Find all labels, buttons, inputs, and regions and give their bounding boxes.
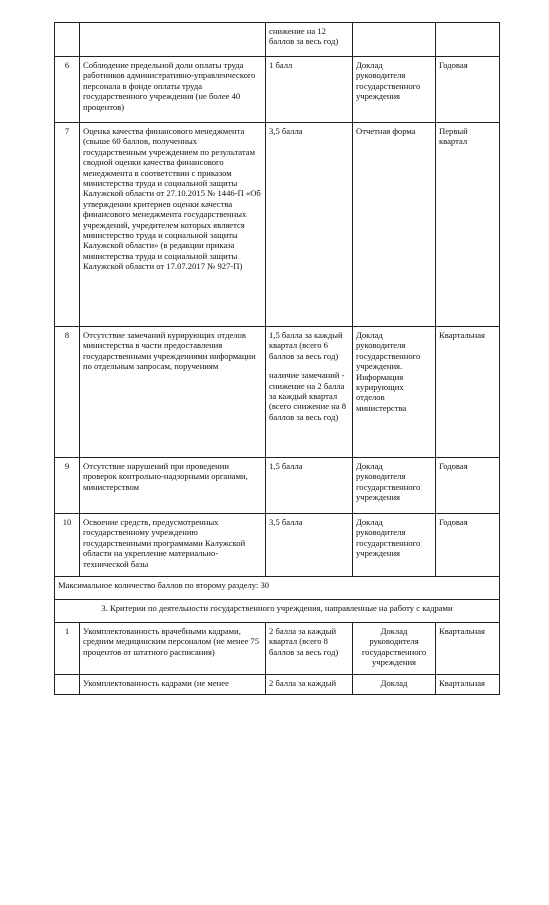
period-text: Квартальная: [436, 623, 500, 675]
points-paragraph: снижение на 12 баллов за весь год): [269, 26, 339, 47]
points-text: [266, 327, 353, 458]
row-number: 8: [55, 327, 80, 458]
points-paragraph: 1 балл: [269, 60, 293, 70]
row-number: 6: [55, 57, 80, 123]
period-text: Годовая: [436, 57, 500, 123]
section-total-text: Максимальное количество баллов по второму разделу: 30: [55, 577, 500, 600]
points-text: [266, 675, 353, 695]
period-text: Квартальная: [436, 327, 500, 458]
section-title-row: [55, 600, 500, 623]
source-text: Доклад руководителя государственного учреждения: [353, 514, 436, 577]
criteria-table: [54, 22, 500, 695]
row-number: [55, 23, 80, 57]
period-text: [436, 23, 500, 57]
source-text: Доклад: [353, 675, 436, 695]
points-paragraph: 2 балла за каждый квартал (всего 8 баллов за весь год): [269, 626, 339, 657]
criterion-text: Соблюдение предельной доли оплаты труда работников административно-управленческого персонала в фонде оплаты труда государственного учреждения (не более 40 процентов): [80, 57, 266, 123]
table-row: [55, 57, 500, 123]
points-text: [266, 123, 353, 327]
points-paragraph: 1,5 балла: [269, 461, 303, 471]
source-text: Отчетная форма: [353, 123, 436, 327]
criteria-rows-section-2: [55, 23, 500, 577]
points-paragraph: 3,5 балла: [269, 517, 303, 527]
points-text: [266, 623, 353, 675]
period-text: Годовая: [436, 514, 500, 577]
table-row: [55, 514, 500, 577]
points-paragraph: 2 балла за каждый: [269, 678, 337, 688]
period-text: Первый квартал: [436, 123, 500, 327]
points-paragraph: наличие замечаний - снижение на 2 балла за каждый квартал (всего снижение на 8 баллов за весь год): [269, 370, 347, 422]
section-summary-rows: [55, 577, 500, 623]
criterion-text: [80, 23, 266, 57]
row-number: [55, 675, 80, 695]
row-number: 9: [55, 458, 80, 514]
table-row: [55, 23, 500, 57]
criterion-text: Укомплектованность врачебными кадрами, средним медицинским персоналом (не менее 75 процентов от штатного расписания): [80, 623, 266, 675]
source-text: Доклад руководителя государственного учреждения: [353, 57, 436, 123]
table-row: [55, 123, 500, 327]
points-text: [266, 458, 353, 514]
criterion-text: Укомплектованность кадрами (не менее: [80, 675, 266, 695]
source-text: Доклад руководителя государственного учреждения: [353, 623, 436, 675]
points-paragraph: 1,5 балла за каждый квартал (всего 6 баллов за весь год): [269, 330, 343, 361]
points-text: [266, 57, 353, 123]
criterion-text: Оценка качества финансового менеджмента (свыше 60 баллов, полученных государственным учреждением по результатам сводной оценки качества финансового менеджмента в соответствии с приказом министерства труда и социальной защиты Калужской области от 27.10.2015 № 1446-П «Об утверждении критериев оценки качества финансового менеджмента государственных учреждений, учредителем которых является министерство труда и социальной защиты Калужской области» (в редакции приказа министерства труда и социальной защиты Калужской области от 17.07.2017 № 927-П): [80, 123, 266, 327]
points-text: [266, 23, 353, 57]
source-text: Доклад руководителя государственного учреждения: [353, 458, 436, 514]
table-row: [55, 623, 500, 675]
period-text: Квартальная: [436, 675, 500, 695]
points-text: [266, 514, 353, 577]
period-text: Годовая: [436, 458, 500, 514]
row-number: 10: [55, 514, 80, 577]
source-text: Доклад руководителя государственного учреждения. Информация курирующих отделов министерства: [353, 327, 436, 458]
section-3-title: 3. Критерии по деятельности государственного учреждения, направленные на работу с кадрами: [55, 600, 500, 623]
points-paragraph: 3,5 балла: [269, 126, 303, 136]
criteria-rows-section-3: [55, 623, 500, 695]
section-total-row: [55, 577, 500, 600]
table-row: [55, 675, 500, 695]
criterion-text: Освоение средств, предусмотренных государственному учреждению государственными программами Калужской области на укрепление материально-технической базы: [80, 514, 266, 577]
table-row: [55, 327, 500, 458]
criterion-text: Отсутствие нарушений при проведении проверок контрольно-надзорными органами, министерством: [80, 458, 266, 514]
criterion-text: Отсутствие замечаний курирующих отделов министерства в части предоставления государственными учреждениями информации по отдельным запросам, поручениям: [80, 327, 266, 458]
table-row: [55, 458, 500, 514]
row-number: 7: [55, 123, 80, 327]
row-number: 1: [55, 623, 80, 675]
source-text: [353, 23, 436, 57]
